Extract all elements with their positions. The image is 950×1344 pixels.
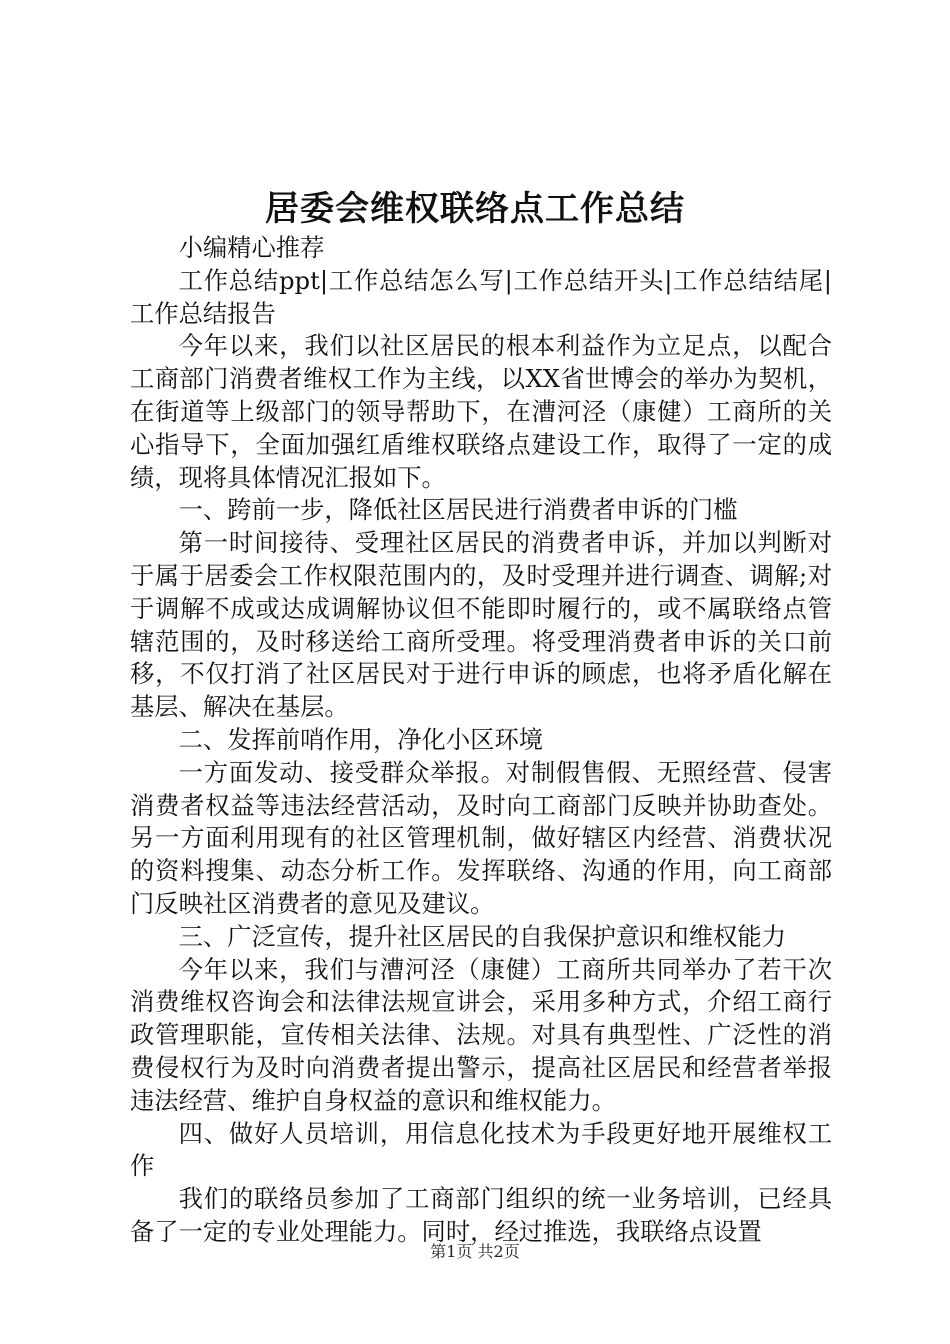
section-paragraph-1: 第一时间接待、受理社区居民的消费者申诉，并加以判断对于属于居委会工作权限范围内的，及时受理并进行调查、调解;对于调解不成或达成调解协议但不能即时履行的，或不属联络点管辖范围的，及时移送给工商所受理。将受理消费者申诉的关口前移，不仅打消了社区居民对于进行申诉的顾虑，也将矛盾化解在基层、解决在基层。 [130,528,832,722]
section-heading-4: 四、做好人员培训，用信息化技术为手段更好地开展维权工作 [130,1118,832,1181]
section-heading-2: 二、发挥前哨作用，净化小区环境 [178,724,544,754]
document-title: 居委会维权联络点工作总结 [265,189,685,229]
document-body [130,232,832,1249]
section-heading-3: 三、广泛宣传，提升社区居民的自我保护意识和维权能力 [178,921,787,951]
recommend-line: 小编精心推荐 [178,233,325,262]
section-paragraph-3: 今年以来，我们与漕河泾（康健）工商所共同举办了若干次消费维权咨询会和法律法规宣讲会，采用多种方式，介绍工商行政管理职能，宣传相关法律、法规。对具有典型性、广泛性的消费侵权行为及时向消费者提出警示，提高社区居民和经营者举报违法经营、维护自身权益的意识和维权能力。 [130,954,832,1115]
section-paragraph-2: 一方面发动、接受群众举报。对制假售假、无照经营、侵害消费者权益等违法经营活动，及时向工商部门反映并协助查处。另一方面利用现有的社区管理机制，做好辖区内经营、消费状况的资料搜集、动态分析工作。发挥联络、沟通的作用，向工商部门反映社区消费者的意见及建议。 [130,757,832,918]
intro-paragraph: 今年以来，我们以社区居民的根本利益作为立足点，以配合工商部门消费者维权工作为主线，以XX省世博会的举办为契机，在街道等上级部门的领导帮助下，在漕河泾（康健）工商所的关心指导下，全面加强红盾维权联络点建设工作，取得了一定的成绩，现将具体情况汇报如下。 [130,331,832,492]
section-paragraph-4: 我们的联络员参加了工商部门组织的统一业务培训，已经具备了一定的专业处理能力。同时，经过推选，我联络点设置 [130,1184,832,1246]
page-number-footer: 第1页 共2页 [430,1242,520,1261]
related-links-line: 工作总结ppt|工作总结怎么写|工作总结开头|工作总结结尾|工作总结报告 [130,265,832,328]
section-heading-1: 一、跨前一步，降低社区居民进行消费者申诉的门槛 [178,495,738,525]
